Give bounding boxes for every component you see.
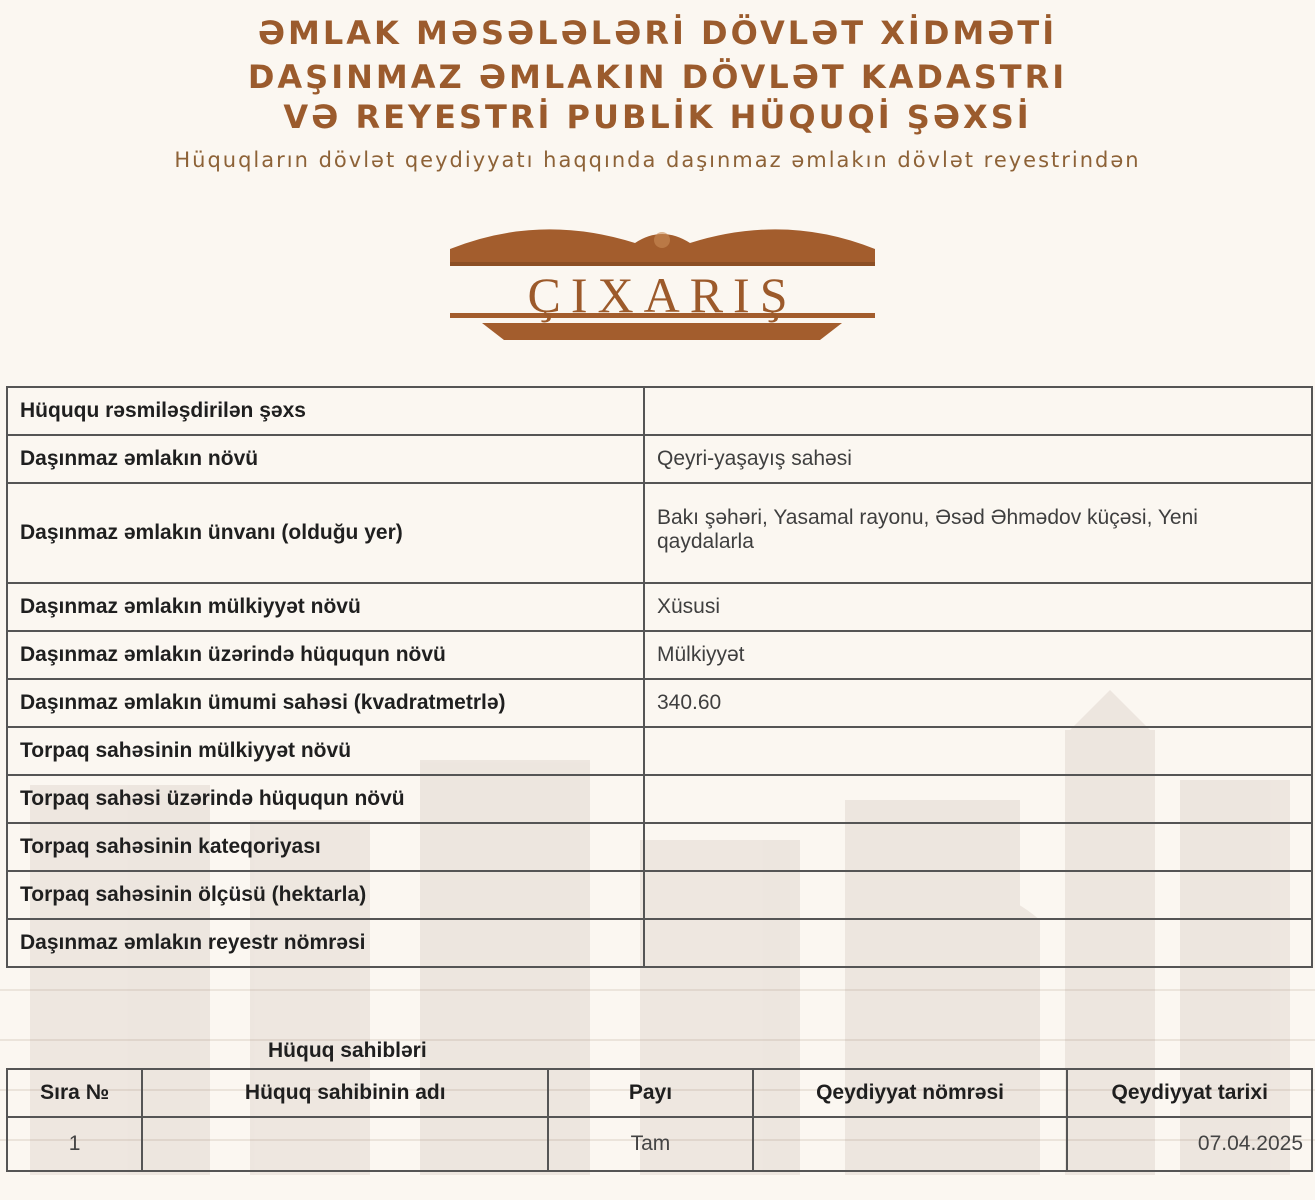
column-header-share: Payı bbox=[548, 1069, 752, 1117]
document-subtitle: Hüquqların dövlət qeydiyyatı haqqında daşınmaz əmlakın dövlət reyestrindən bbox=[174, 148, 1141, 172]
agency-name-line-1: ƏMLAK MƏSƏLƏLƏRİ DÖVLƏT XİDMƏTİ bbox=[257, 14, 1058, 52]
table-row bbox=[7, 871, 1312, 919]
row-label: Daşınmaz əmlakın ümumi sahəsi (kvadratmetrlə) bbox=[7, 679, 644, 727]
row-label: Daşınmaz əmlakın mülkiyyət növü bbox=[7, 583, 644, 631]
row-value: Qeyri-yaşayış sahəsi bbox=[644, 435, 1312, 483]
table-row bbox=[7, 583, 1312, 631]
agency-name-line-3: VƏ REYESTRİ PUBLİK HÜQUQİ ŞƏXSİ bbox=[283, 98, 1032, 136]
table-row bbox=[7, 435, 1312, 483]
owner-name bbox=[142, 1117, 548, 1171]
table-row bbox=[7, 679, 1312, 727]
table-row bbox=[7, 775, 1312, 823]
row-value bbox=[644, 387, 1312, 435]
owners-section-title: Hüquq sahibləri bbox=[268, 1039, 427, 1062]
address-value: Bakı şəhəri, Yasamal rayonu, Əsəd Əhmədov küçəsi, Yeni qaydalarla bbox=[657, 506, 1198, 553]
owners-table bbox=[6, 1068, 1313, 1172]
column-header-owner-name: Hüquq sahibinin adı bbox=[142, 1069, 548, 1117]
registration-number bbox=[753, 1117, 1068, 1171]
table-row bbox=[7, 919, 1312, 967]
table-row bbox=[7, 823, 1312, 871]
row-value: Xüsusi bbox=[644, 583, 1312, 631]
column-header-order: Sıra № bbox=[7, 1069, 142, 1117]
row-value bbox=[644, 871, 1312, 919]
extract-title: ÇIXARIŞ bbox=[527, 267, 798, 323]
row-label: Torpaq sahəsinin mülkiyyət növü bbox=[7, 727, 644, 775]
table-row bbox=[7, 387, 1312, 435]
row-label: Daşınmaz əmlakın reyestr nömrəsi bbox=[7, 919, 644, 967]
row-label: Daşınmaz əmlakın növü bbox=[7, 435, 644, 483]
row-label: Daşınmaz əmlakın üzərində hüququn növü bbox=[7, 631, 644, 679]
row-value bbox=[644, 919, 1312, 967]
owner-share: Tam bbox=[548, 1117, 752, 1171]
row-label: Torpaq sahəsinin kateqoriyası bbox=[7, 823, 644, 871]
table-row bbox=[7, 1117, 1312, 1171]
row-label: Hüququ rəsmiləşdirilən şəxs bbox=[7, 387, 644, 435]
row-value bbox=[644, 775, 1312, 823]
row-label: Torpaq sahəsinin ölçüsü (hektarla) bbox=[7, 871, 644, 919]
table-row bbox=[7, 631, 1312, 679]
row-value: 340.60 bbox=[644, 679, 1312, 727]
row-value: Mülkiyyət bbox=[644, 631, 1312, 679]
row-label: Daşınmaz əmlakın ünvanı (olduğu yer) bbox=[7, 483, 644, 583]
owner-order-number: 1 bbox=[7, 1117, 142, 1171]
table-row bbox=[7, 483, 1312, 583]
document-header bbox=[0, 0, 1315, 190]
column-header-registration-number: Qeydiyyat nömrəsi bbox=[753, 1069, 1068, 1117]
registration-date: 07.04.2025 bbox=[1067, 1117, 1312, 1171]
agency-name-line-2: DAŞINMAZ ƏMLAKIN DÖVLƏT KADASTRI bbox=[247, 58, 1068, 96]
title-banner bbox=[450, 225, 875, 340]
owners-header-row bbox=[7, 1069, 1312, 1117]
row-value bbox=[644, 823, 1312, 871]
row-value bbox=[644, 727, 1312, 775]
row-value bbox=[644, 483, 1312, 583]
property-info-table bbox=[6, 386, 1313, 968]
row-label: Torpaq sahəsi üzərində hüququn növü bbox=[7, 775, 644, 823]
column-header-registration-date: Qeydiyyat tarixi bbox=[1067, 1069, 1312, 1117]
table-row bbox=[7, 727, 1312, 775]
